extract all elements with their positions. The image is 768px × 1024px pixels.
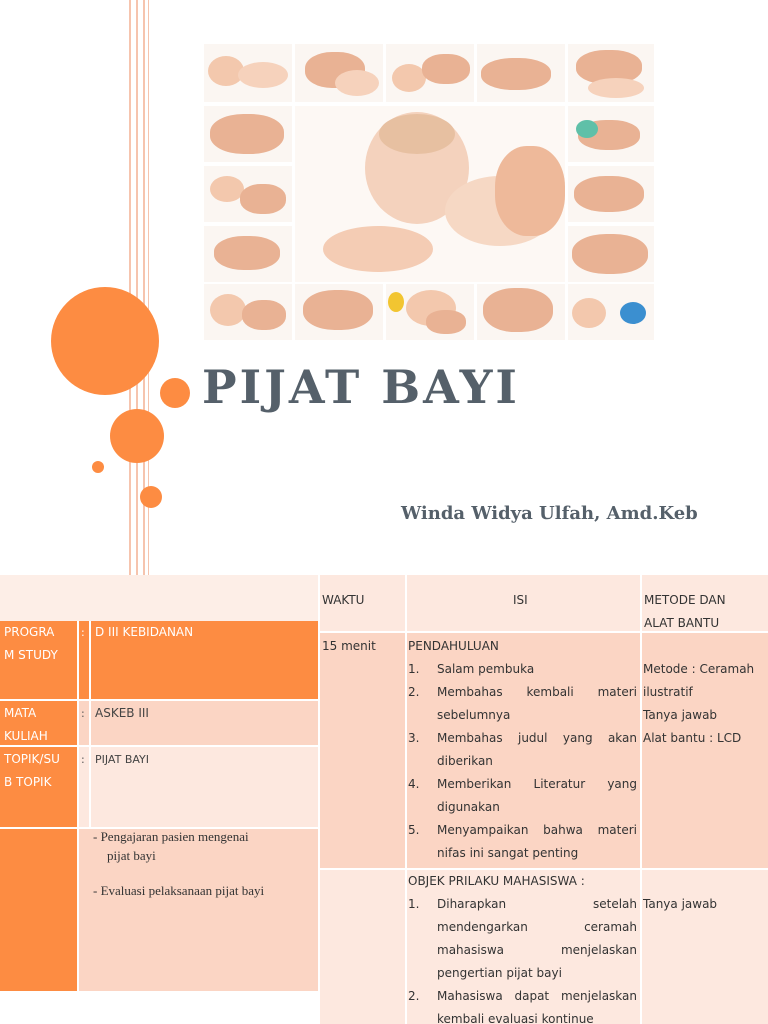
header-metode: ALAT BANTU: [644, 616, 720, 630]
metode-value: Tanya jawab: [643, 897, 718, 911]
cell-waktu: [320, 633, 405, 868]
colon: :: [81, 753, 85, 766]
photo-tile: [568, 226, 654, 282]
photo-tile: [386, 44, 474, 102]
photo-tile: [295, 44, 383, 102]
header-waktu: WAKTU: [322, 593, 365, 607]
photo-tile: [204, 284, 292, 340]
decor-circle-tiny: [92, 461, 104, 473]
decor-line: [136, 0, 138, 575]
photo-tile: [204, 106, 292, 162]
waktu-value: 15 menit: [322, 639, 376, 653]
photo-tile: [568, 44, 654, 102]
colon: :: [81, 707, 85, 720]
metode-line: Alat bantu : LCD: [643, 731, 742, 745]
photo-tile: [477, 284, 565, 340]
photo-tile: [204, 166, 292, 222]
decor-circle-small: [140, 486, 162, 508]
photo-tile: [568, 166, 654, 222]
objective-item: - Pengajaran pasien mengenai: [93, 829, 249, 844]
label-program-study: PROGRA M STUDY: [4, 625, 58, 662]
label-cell: [0, 829, 77, 991]
header-metode: METODE DAN: [644, 593, 726, 607]
photo-tile: [386, 284, 474, 340]
isi-title: OBJEK PRILAKU MAHASISWA :: [408, 874, 585, 888]
metode-line: ilustratif: [643, 685, 693, 699]
label-topik: TOPIK/SU B TOPIK: [4, 752, 60, 789]
photo-tile: [204, 226, 292, 282]
photo-main-baby: [295, 106, 565, 282]
isi-title: PENDAHULUAN: [408, 639, 499, 653]
objective-item-cont: pijat bayi: [107, 848, 156, 863]
author-name: Winda Widya Ulfah, Amd.Keb: [401, 503, 698, 524]
decor-circle-small: [160, 378, 190, 408]
header-isi: ISI: [513, 593, 528, 607]
objective-item: - Evaluasi pelaksanaan pijat bayi: [93, 883, 265, 898]
value-mata-kuliah: ASKEB III: [95, 706, 149, 720]
value-topik: PIJAT BAYI: [95, 753, 149, 766]
photo-tile: [568, 284, 654, 340]
photo-tile: [295, 284, 383, 340]
left-table-top-spacer: [0, 575, 318, 621]
label-mata-kuliah: MATA KULIAH: [4, 706, 48, 743]
slide-title: PIJAT BAYI: [202, 360, 520, 414]
photo-tile: [204, 44, 292, 102]
photo-tile: [477, 44, 565, 102]
baby-massage-photo-collage: [204, 44, 654, 340]
lesson-plan-slide: PROGRA M STUDY : D III KEBIDANAN MATA KULIAH : ASKEB III TOPIK/SU B TOPIK : PIJAT BAYI - Pengajaran pasien mengenai pijat bayi - Evaluasi pelaksanaan pijat bayi WAKTU ISI METODE DAN ALAT BANTU 15 menit PENDAHULUAN 1. Salam pembuka 2. Membahas kembali materi sebelumnya 3. Membahas judul yang akan diberikan 4. Memberikan Literatur yang digunakan 5. Menyampaikan bahwa materi nifas ini sangat penting Metode : Ceramah ilustratif Tanya jawab Alat bantu : LCD OBJEK PRILAKU MAHASISWA : 1. Diharapkan setelah mendengarkan ceramah mahasiswa menjelaskan pengertian pijat bayi 2. Mahasiswa dapat menjelaskan kembali evaluasi kontinue Tanya jawab: [0, 575, 768, 1024]
cell-waktu: [320, 870, 405, 1024]
metode-line: Tanya jawab: [643, 708, 718, 722]
value-program-study: D III KEBIDANAN: [95, 625, 194, 639]
photo-tile: [568, 106, 654, 162]
metode-line: Metode : Ceramah: [643, 662, 755, 676]
colon: :: [81, 626, 85, 639]
decor-circle-medium: [110, 409, 164, 463]
decor-circle-large: [51, 287, 159, 395]
decor-line: [129, 0, 131, 575]
